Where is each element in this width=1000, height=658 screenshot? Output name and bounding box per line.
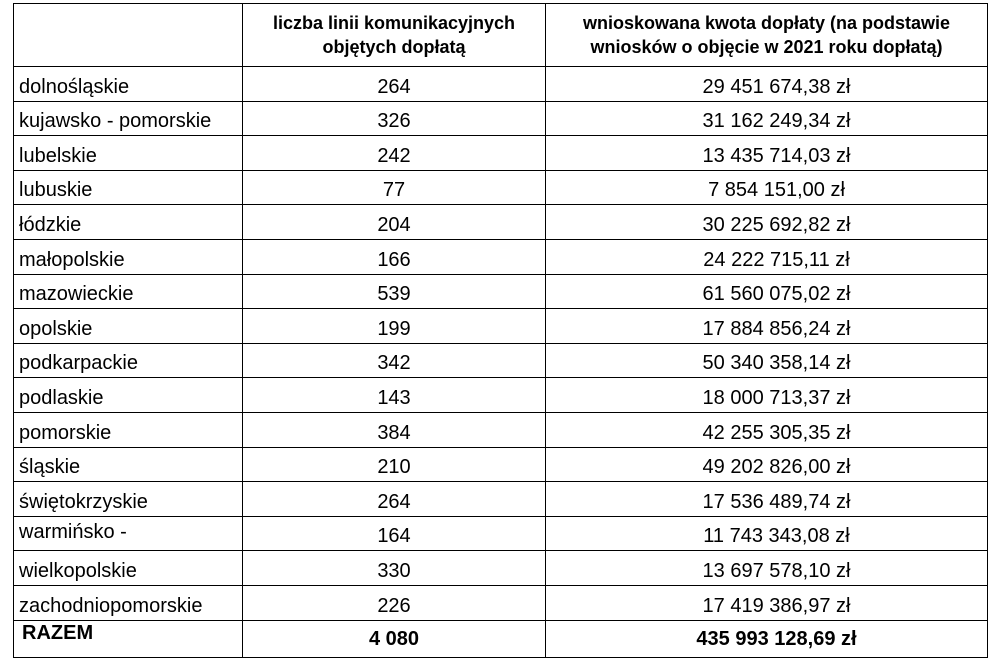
table-row — [14, 136, 988, 171]
region-cell: dolnośląskie — [14, 67, 243, 102]
amount-cell: 50 340 358,14 zł — [546, 343, 988, 378]
lines-cell: 242 — [243, 136, 546, 171]
region-cell: mazowieckie — [14, 274, 243, 309]
region-cell: pomorskie — [14, 412, 243, 447]
amount-cell: 30 225 692,82 zł — [546, 205, 988, 240]
lines-cell: 166 — [243, 239, 546, 274]
amount-cell: 49 202 826,00 zł — [546, 447, 988, 482]
amount-cell: 61 560 075,02 zł — [546, 274, 988, 309]
amount-cell: 13 697 578,10 zł — [546, 551, 988, 586]
lines-cell: 326 — [243, 101, 546, 136]
lines-cell: 204 — [243, 205, 546, 240]
lines-cell: 342 — [243, 343, 546, 378]
table-row — [14, 67, 988, 102]
header-requested-amount: wnioskowana kwota dopłaty (na podstawie wniosków o objęcie w 2021 roku dopłatą) — [546, 4, 988, 67]
table-row — [14, 551, 988, 586]
region-cell: zachodniopomorskie — [14, 585, 243, 620]
amount-cell: 29 451 674,38 zł — [546, 67, 988, 102]
region-cell: opolskie — [14, 309, 243, 344]
table-row — [14, 309, 988, 344]
region-cell: świętokrzyskie — [14, 482, 243, 517]
lines-cell: 143 — [243, 378, 546, 413]
lines-cell: 330 — [243, 551, 546, 586]
table-row — [14, 378, 988, 413]
region-cell — [14, 516, 243, 551]
table-row — [14, 343, 988, 378]
table-row — [14, 170, 988, 205]
lines-cell: 199 — [243, 309, 546, 344]
lines-cell: 264 — [243, 67, 546, 102]
region-cell: lubelskie — [14, 136, 243, 171]
table-row — [14, 516, 988, 551]
header-lines-count: liczba linii komunikacyjnych objętych dopłatą — [243, 4, 546, 67]
total-lines: 4 080 — [243, 620, 546, 657]
table-header-row — [14, 4, 988, 67]
lines-cell: 77 — [243, 170, 546, 205]
region-cell: małopolskie — [14, 239, 243, 274]
region-cell: łódzkie — [14, 205, 243, 240]
total-row — [14, 620, 988, 657]
subsidy-table — [13, 3, 988, 658]
amount-cell: 11 743 343,08 zł — [546, 516, 988, 551]
amount-cell: 17 536 489,74 zł — [546, 482, 988, 517]
lines-cell: 164 — [243, 516, 546, 551]
amount-cell: 24 222 715,11 zł — [546, 239, 988, 274]
region-cell: podlaskie — [14, 378, 243, 413]
amount-cell: 13 435 714,03 zł — [546, 136, 988, 171]
region-cell: śląskie — [14, 447, 243, 482]
table-row — [14, 239, 988, 274]
region-cell-text: warmińsko - — [19, 521, 127, 543]
region-cell: podkarpackie — [14, 343, 243, 378]
lines-cell: 384 — [243, 412, 546, 447]
amount-cell: 42 255 305,35 zł — [546, 412, 988, 447]
amount-cell: 7 854 151,00 zł — [546, 170, 988, 205]
subsidy-table-container — [13, 3, 988, 658]
amount-cell: 31 162 249,34 zł — [546, 101, 988, 136]
header-region — [14, 4, 243, 67]
amount-cell: 17 884 856,24 zł — [546, 309, 988, 344]
region-cell: lubuskie — [14, 170, 243, 205]
table-row — [14, 101, 988, 136]
total-label: RAZEM — [14, 620, 243, 657]
table-row — [14, 447, 988, 482]
region-cell: wielkopolskie — [14, 551, 243, 586]
lines-cell: 226 — [243, 585, 546, 620]
table-row — [14, 482, 988, 517]
lines-cell: 539 — [243, 274, 546, 309]
table-row — [14, 205, 988, 240]
region-cell: kujawsko - pomorskie — [14, 101, 243, 136]
lines-cell: 210 — [243, 447, 546, 482]
lines-cell: 264 — [243, 482, 546, 517]
total-amount: 435 993 128,69 zł — [546, 620, 988, 657]
table-row — [14, 585, 988, 620]
amount-cell: 18 000 713,37 zł — [546, 378, 988, 413]
table-row — [14, 412, 988, 447]
table-row — [14, 274, 988, 309]
amount-cell: 17 419 386,97 zł — [546, 585, 988, 620]
